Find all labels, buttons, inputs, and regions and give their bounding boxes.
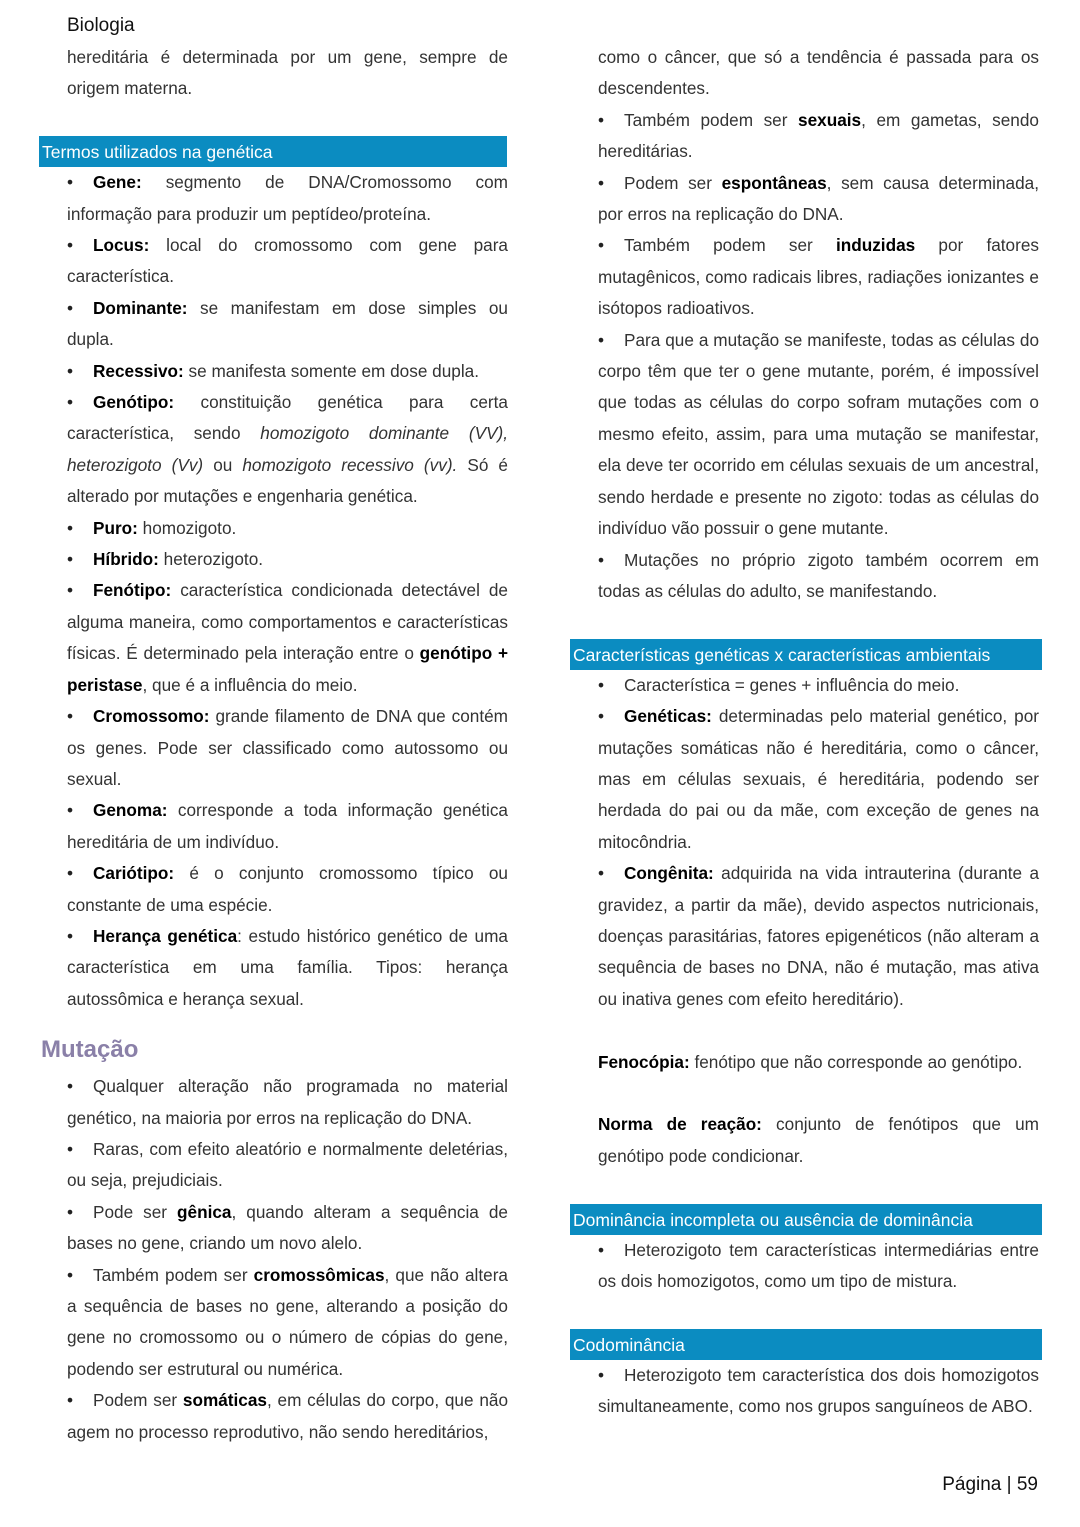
list-item: • Para que a mutação se manifeste, todas as células do corpo têm que ter o gene mutante, porém, é impossível que todas as células do corpo sofram mutações com o mesmo efeito, assim, para uma mutação se manifestar, ela deve ter ocorrido em células sexuais de um ancestral, sendo herdade e presente no zigoto: todas as células do indivíduo vão possuir o gene mutante. — [598, 325, 1039, 545]
section-band-codominancia: Codominância — [570, 1329, 1042, 1360]
list-item: • Heterozigoto tem características intermediárias entre os dois homozigotos, como um tipo de mistura. — [598, 1235, 1039, 1298]
list-item: • Mutações no próprio zigoto também ocorrem em todas as células do adulto, se manifestando. — [598, 545, 1039, 608]
bullet-icon: • — [67, 360, 74, 381]
left-column — [41, 42, 509, 1448]
list-item: • Cromossomo: grande filamento de DNA que contém os genes. Pode ser classificado como autossomo ou sexual. — [67, 701, 508, 795]
list-item: • Gene: segmento de DNA/Cromossomo com informação para produzir um peptídeo/proteína. — [67, 167, 508, 230]
list-item: • Raras, com efeito aleatório e normalmente deletérias, ou seja, prejudiciais. — [67, 1134, 508, 1197]
section-heading-mutacao: Mutação — [41, 1036, 139, 1064]
continuation-paragraph: como o câncer, que só a tendência é passada para os descendentes. — [598, 47, 1039, 99]
bullet-icon: • — [67, 925, 74, 946]
norma-de-reacao-definition: Norma de reação: conjunto de fenótipos que um genótipo pode condicionar. — [598, 1114, 1039, 1166]
list-item: • Híbrido: heterozigoto. — [67, 544, 508, 575]
section-band-termos: Termos utilizados na genética — [39, 136, 507, 167]
list-item: • Puro: homozigoto. — [67, 513, 508, 544]
list-item: • Também podem ser induzidas por fatores mutagênicos, como radicais libres, radiações ionizantes e isótopos radioativos. — [598, 230, 1039, 324]
bullet-icon: • — [67, 549, 74, 570]
list-item: • Pode ser gênica, quando alteram a sequência de bases no gene, criando um novo alelo. — [67, 1197, 508, 1260]
bullet-icon: • — [67, 1390, 74, 1411]
bullet-icon: • — [67, 517, 74, 538]
page-number: Página | 59 — [942, 1474, 1038, 1495]
fenocopia-definition: Fenocópia: fenótipo que não corresponde ao genótipo. — [598, 1051, 1023, 1072]
bullet-icon: • — [67, 863, 74, 884]
bullet-icon: • — [598, 1364, 605, 1385]
bullet-icon: • — [67, 580, 74, 601]
intro-paragraph: hereditária é determinada por um gene, sempre de origem materna. — [67, 47, 508, 99]
list-item: • Dominante: se manifestam em dose simples ou dupla. — [67, 293, 508, 356]
list-item: • Congênita: adquirida na vida intrauterina (durante a gravidez, a partir da mãe), devido aspectos nutricionais, doenças parasitárias, fatores epigenéticos (não alteram a sequência de bases no DNA, não é mutação, mas ativa ou inativa genes com efeito hereditário). — [598, 858, 1039, 1015]
list-item: • Também podem ser cromossômicas, que não altera a sequência de bases no gene, alterando a posição do gene no cromossomo ou o número de cópias do gene, podendo ser estrutural ou numérica. — [67, 1260, 508, 1386]
list-item: • Locus: local do cromossomo com gene para característica. — [67, 230, 508, 293]
list-item: • Cariótipo: é o conjunto cromossomo típico ou constante de uma espécie. — [67, 858, 508, 921]
section-band-dominancia-incompleta: Dominância incompleta ou ausência de dominância — [570, 1204, 1042, 1235]
right-column — [573, 42, 1039, 1423]
list-item: • Genótipo: constituição genética para certa característica, sendo homozigoto dominante (VV), heterozigoto (Vv) ou homozigoto recessivo (vv). Só é alterado por mutações e engenharia genética. — [67, 387, 508, 513]
list-item: • Podem ser somáticas, em células do corpo, que não agem no processo reprodutivo, não sendo hereditários, — [67, 1385, 508, 1448]
bullet-icon: • — [67, 706, 74, 727]
list-item: • Fenótipo: característica condicionada detectável de alguma maneira, como comportamentos e características físicas. É determinado pela interação entre o genótipo + peristase, que é a influência do meio. — [67, 575, 508, 701]
list-item: • Genoma: corresponde a toda informação genética hereditária de um indivíduo. — [67, 795, 508, 858]
header-title: Biologia — [67, 15, 135, 36]
bullet-icon: • — [598, 172, 605, 193]
bullet-icon: • — [67, 235, 74, 256]
bullet-icon: • — [67, 172, 74, 193]
bullet-icon: • — [67, 1264, 74, 1285]
bullet-icon: • — [598, 706, 605, 727]
bullet-icon: • — [67, 1138, 74, 1159]
bullet-icon: • — [598, 109, 605, 130]
bullet-icon: • — [67, 392, 74, 413]
list-item: • Herança genética: estudo histórico genético de uma característica em uma família. Tipos: herança autossômica e herança sexual. — [67, 921, 508, 1015]
bullet-icon: • — [67, 1076, 74, 1097]
bullet-icon: • — [598, 674, 605, 695]
bullet-icon: • — [598, 549, 605, 570]
list-item: • Qualquer alteração não programada no material genético, na maioria por erros na replicação do DNA. — [67, 1071, 508, 1134]
bullet-icon: • — [598, 235, 605, 256]
bullet-icon: • — [67, 297, 74, 318]
bullet-icon: • — [598, 329, 605, 350]
bullet-icon: • — [598, 863, 605, 884]
list-item: • Recessivo: se manifesta somente em dose dupla. — [67, 356, 508, 387]
bullet-icon: • — [67, 800, 74, 821]
list-item: • Característica = genes + influência do meio. — [598, 670, 1039, 701]
list-item: • Podem ser espontâneas, sem causa determinada, por erros na replicação do DNA. — [598, 168, 1039, 231]
list-item: • Também podem ser sexuais, em gametas, sendo hereditárias. — [598, 105, 1039, 168]
bullet-icon: • — [67, 1201, 74, 1222]
list-item: • Heterozigoto tem característica dos dois homozigotos simultaneamente, como nos grupos sanguíneos de ABO. — [598, 1360, 1039, 1423]
bullet-icon: • — [598, 1239, 605, 1260]
section-band-caracteristicas: Características genéticas x características ambientais — [570, 639, 1042, 670]
list-item: • Genéticas: determinadas pelo material genético, por mutações somáticas não é hereditária, como o câncer, mas em células sexuais, é hereditária, podendo ser herdada do pai ou da mãe, com exceção de genes na mitocôndria. — [598, 701, 1039, 858]
